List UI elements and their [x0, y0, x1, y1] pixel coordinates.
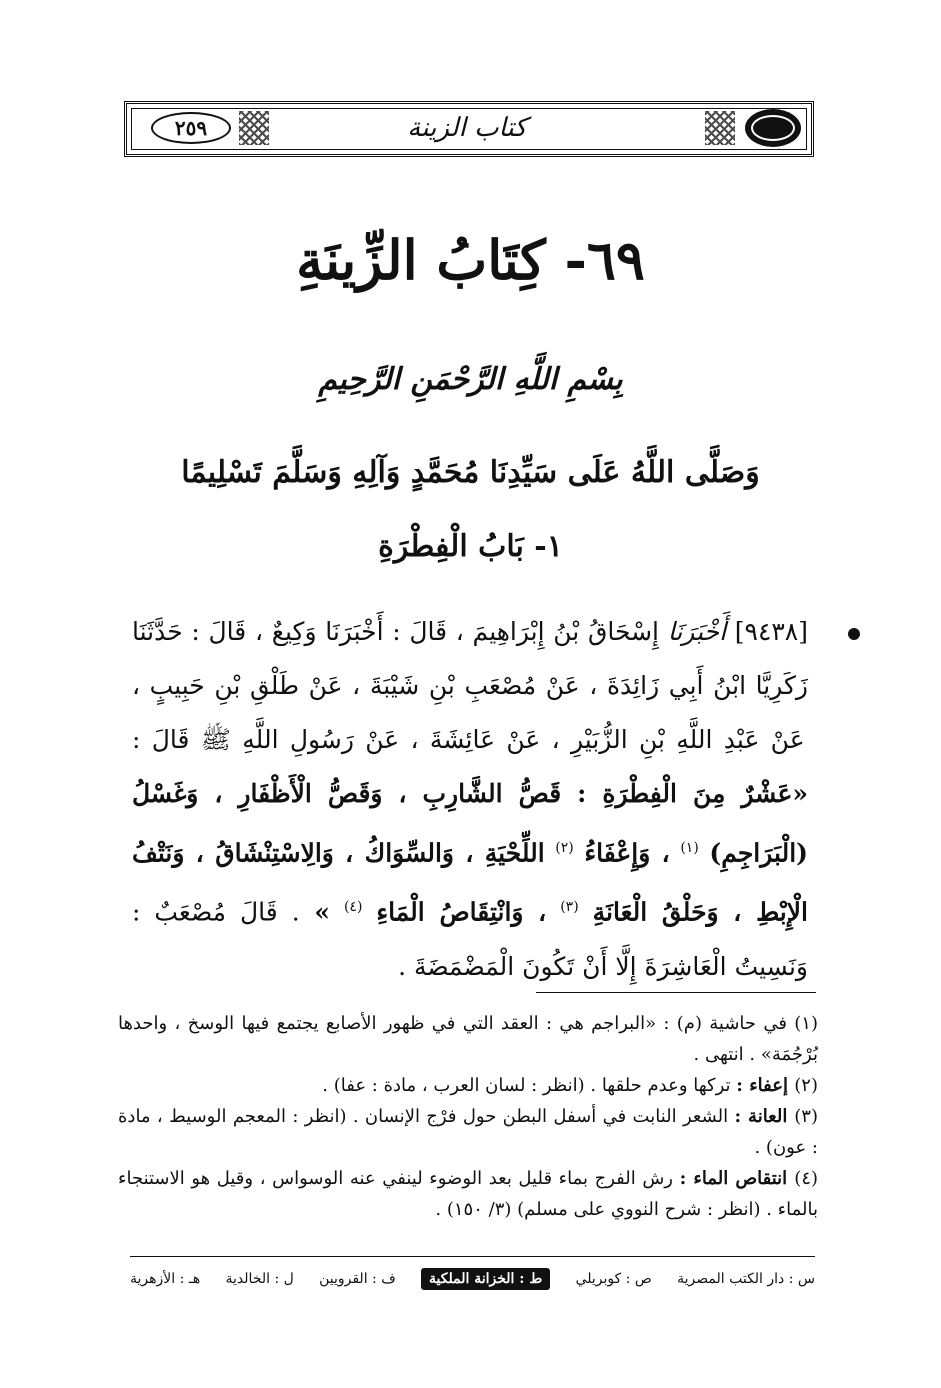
hadith-isnad: إِسْحَاقُ بْنُ إِبْرَاهِيمَ ، قَالَ : أَخْبَرَنَا وَكِيعٌ ، قَالَ : حَدَّثَنَا زَكَرِيَّا ابْنُ أَبِي زَائِدَةَ ، عَنْ مُصْعَبِ بْنِ شَيْبَةَ ، عَنْ طَلْقِ بْنِ حَبِيبٍ ، عَنْ عَبْدِ اللَّهِ بْنِ الزُّبَيْرِ ، عَنْ عَائِشَةَ ، عَنْ رَسُولِ اللَّهِ ﷺ قَالَ : [132, 617, 808, 754]
book-title: ٦٩- كِتَابُ الزِّينَةِ [296, 228, 645, 292]
footnote-marker: (٤) [794, 1168, 819, 1189]
footnote-text: تركها وعدم حلقها . (انظر : لسان العرب ، مادة : عفا) . [322, 1075, 737, 1096]
footnote-text: في حاشية (م) : «البراجم هي : العقد التي في ظهور الأصابع يجتمع فيها الوسخ ، واحدها بُرْجُمَة» . انتهى . [118, 1013, 818, 1065]
hadith-bullet-icon [848, 628, 860, 640]
siglum-s: س : دار الكتب المصرية [677, 1271, 815, 1287]
footnote-3 [118, 1101, 818, 1163]
footnote-term: إعفاء : [736, 1075, 795, 1096]
footnote-ref-3: (٣) [560, 899, 579, 916]
hadith-intro: أَخْبَرَنَا [667, 617, 727, 646]
ornament-left-icon [239, 111, 269, 145]
footnote-text: الشعر النابت في أسفل البطن حول فرْج الإنسان . (انظر : المعجم الوسيط ، مادة : عون) . [118, 1106, 818, 1158]
hadith-matn-1: «عَشْرٌ مِنَ الْفِطْرَةِ : قَصُّ الشَّارِبِ ، وَقَصُّ الْأَظْفَارِ ، وَغَسْلُ (الْبَرَاجِمِ) [132, 779, 808, 868]
footnote-ref-1: (١) [680, 840, 699, 856]
running-title: كتاب الزينة [407, 113, 527, 143]
hadith-matn-4: ، وَانْتِقَاصُ الْمَاءِ [376, 897, 547, 927]
manuscript-sigla [130, 1262, 815, 1296]
siglum-ss: ص : كوبريلي [575, 1271, 652, 1287]
running-header [124, 101, 814, 157]
footnote-term: انتقاص الماء : [679, 1168, 795, 1189]
ornament-right-icon [705, 111, 735, 145]
footnote-term: العانة : [734, 1106, 795, 1127]
footnote-2 [118, 1070, 818, 1101]
footnote-ref-4: (٤) [343, 899, 363, 916]
hadith-ending: . قَالَ مُصْعَبٌ : وَنَسِيتُ الْعَاشِرَةَ إِلَّا أَنْ تَكُونَ الْمَضْمَضَةَ . [132, 897, 808, 981]
footnote-ref-2: (٢) [555, 840, 574, 856]
siglum-t-highlighted: ط : الخزانة الملكية [421, 1268, 550, 1290]
siglum-l: ل : الخالدية [225, 1271, 294, 1287]
hadith-matn-2: ، وَإِعْفَاءُ [584, 838, 670, 868]
sigla-separator [130, 1256, 815, 1257]
footnote-text: رش الفرج بماء قليل بعد الوضوء لينفي عنه الوسواس ، وقيل هو الاستنجاء بالماء . (انظر : شرح النووي على مسلم) (٣/ ١٥٠) . [118, 1168, 818, 1220]
basmala: بِسْمِ اللَّهِ الرَّحْمَنِ الرَّحِيمِ [318, 362, 623, 397]
siglum-f: ف : القرويين [319, 1271, 396, 1287]
footnotes [118, 1008, 818, 1248]
hadith-text [132, 605, 808, 981]
footnote-marker: (٢) [794, 1075, 818, 1096]
hadith-number: [٩٤٣٨] [734, 617, 808, 646]
hadith-matn-5: » [299, 897, 330, 927]
page-number: ٢٥٩ [151, 112, 231, 144]
footnote-separator [536, 992, 816, 993]
hadith-matn-3: اللِّحْيَةِ ، وَالسِّوَاكُ ، وَالِاسْتِنْشَاقُ ، وَنَتْفُ الْإِبْطِ ، وَحَلْقُ الْعَانَةِ [132, 838, 808, 927]
footnote-marker: (٣) [794, 1106, 818, 1127]
salawat: وَصَلَّى اللَّهُ عَلَى سَيِّدِنَا مُحَمَّدٍ وَآلِهِ وَسَلَّمَ تَسْلِيمًا [181, 455, 760, 490]
footnote-4 [118, 1163, 818, 1225]
publisher-emblem-icon [745, 109, 801, 147]
chapter-title: ١- بَابُ الْفِطْرَةِ [378, 529, 563, 564]
siglum-h: هـ : الأزهرية [130, 1271, 201, 1287]
footnote-1 [118, 1008, 818, 1070]
footnote-marker: (١) [794, 1013, 818, 1034]
